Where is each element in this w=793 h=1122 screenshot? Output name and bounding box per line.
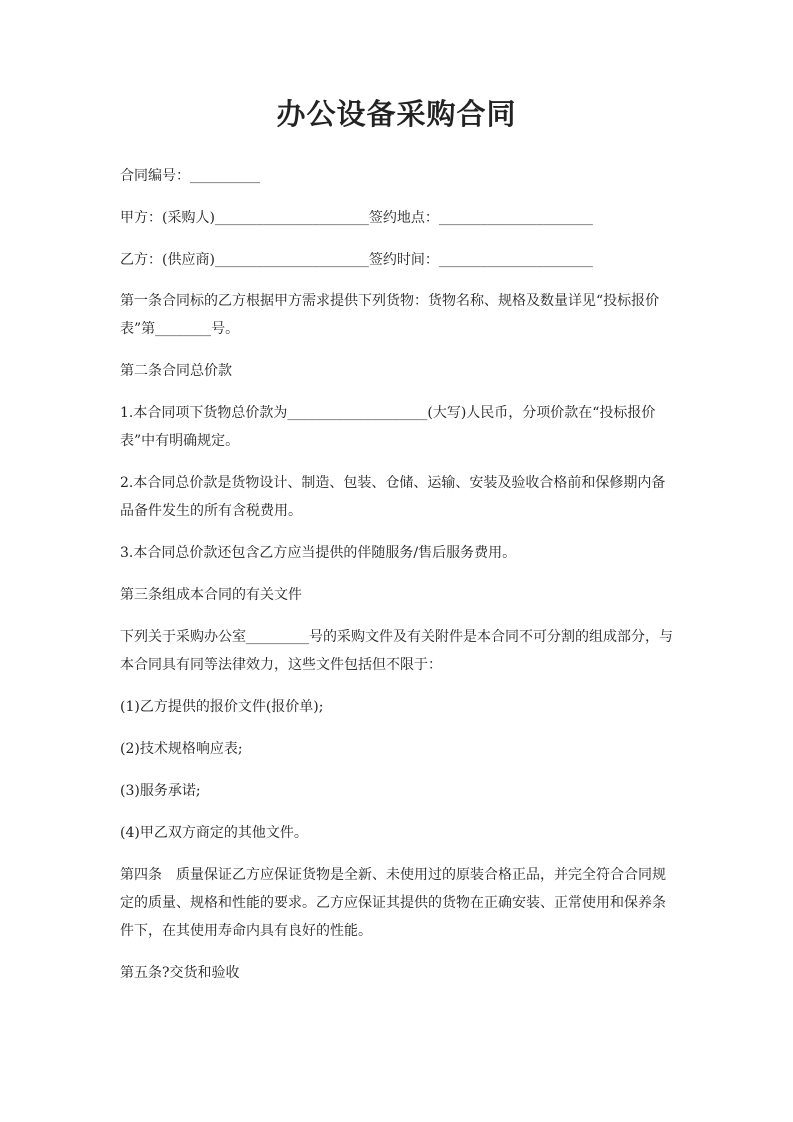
- document-title: 办公设备采购合同: [276, 97, 517, 131]
- document-list-item-2: (2)技术规格响应表;: [120, 741, 243, 757]
- article-2-item-2: 2.本合同总价款是货物设计、制造、包装、仓储、运输、安装及验收合格前和保修期内备品备件发生的所有含税费用。: [120, 475, 666, 519]
- document-list-item-3: (3)服务承诺;: [120, 783, 201, 799]
- article-2-heading: 第二条合同总价款: [120, 363, 232, 379]
- party-a-line: 甲方：(采购人)______________________签约地点：______________________: [120, 210, 593, 226]
- party-b-line: 乙方：(供应商)______________________签约时间：______________________: [120, 252, 593, 268]
- article-2-item-1: 1.本合同项下货物总价款为____________________(大写)人民币，分项价款在“投标报价表”中有明确规定。: [120, 405, 656, 449]
- article-4-paragraph: 第四条 质量保证乙方应保证货物是全新、未使用过的原装合格正品，并完全符合合同规定的质量、规格和性能的要求。乙方应保证其提供的货物在正确安装、正常使用和保养条件下，在其使用寿命内具有良好的性能。: [120, 867, 666, 939]
- document-list-item-1: (1)乙方提供的报价文件(报价单);: [120, 699, 324, 715]
- article-1-paragraph: 第一条合同标的乙方根据甲方需求提供下列货物：货物名称、规格及数量详见“投标报价表”第________号。: [120, 293, 660, 337]
- article-5-heading: 第五条?交货和验收: [120, 965, 240, 981]
- article-3-heading: 第三条组成本合同的有关文件: [120, 587, 302, 603]
- document-list-item-4: (4)甲乙双方商定的其他文件。: [120, 825, 308, 841]
- article-2-item-3: 3.本合同总价款还包含乙方应当提供的伴随服务/售后服务费用。: [120, 545, 517, 561]
- article-3-paragraph: 下列关于采购办公室_________号的采购文件及有关附件是本合同不可分割的组成部分，与本合同具有同等法律效力，这些文件包括但不限于：: [120, 629, 673, 673]
- contract-number-line: 合同编号：__________: [120, 168, 260, 184]
